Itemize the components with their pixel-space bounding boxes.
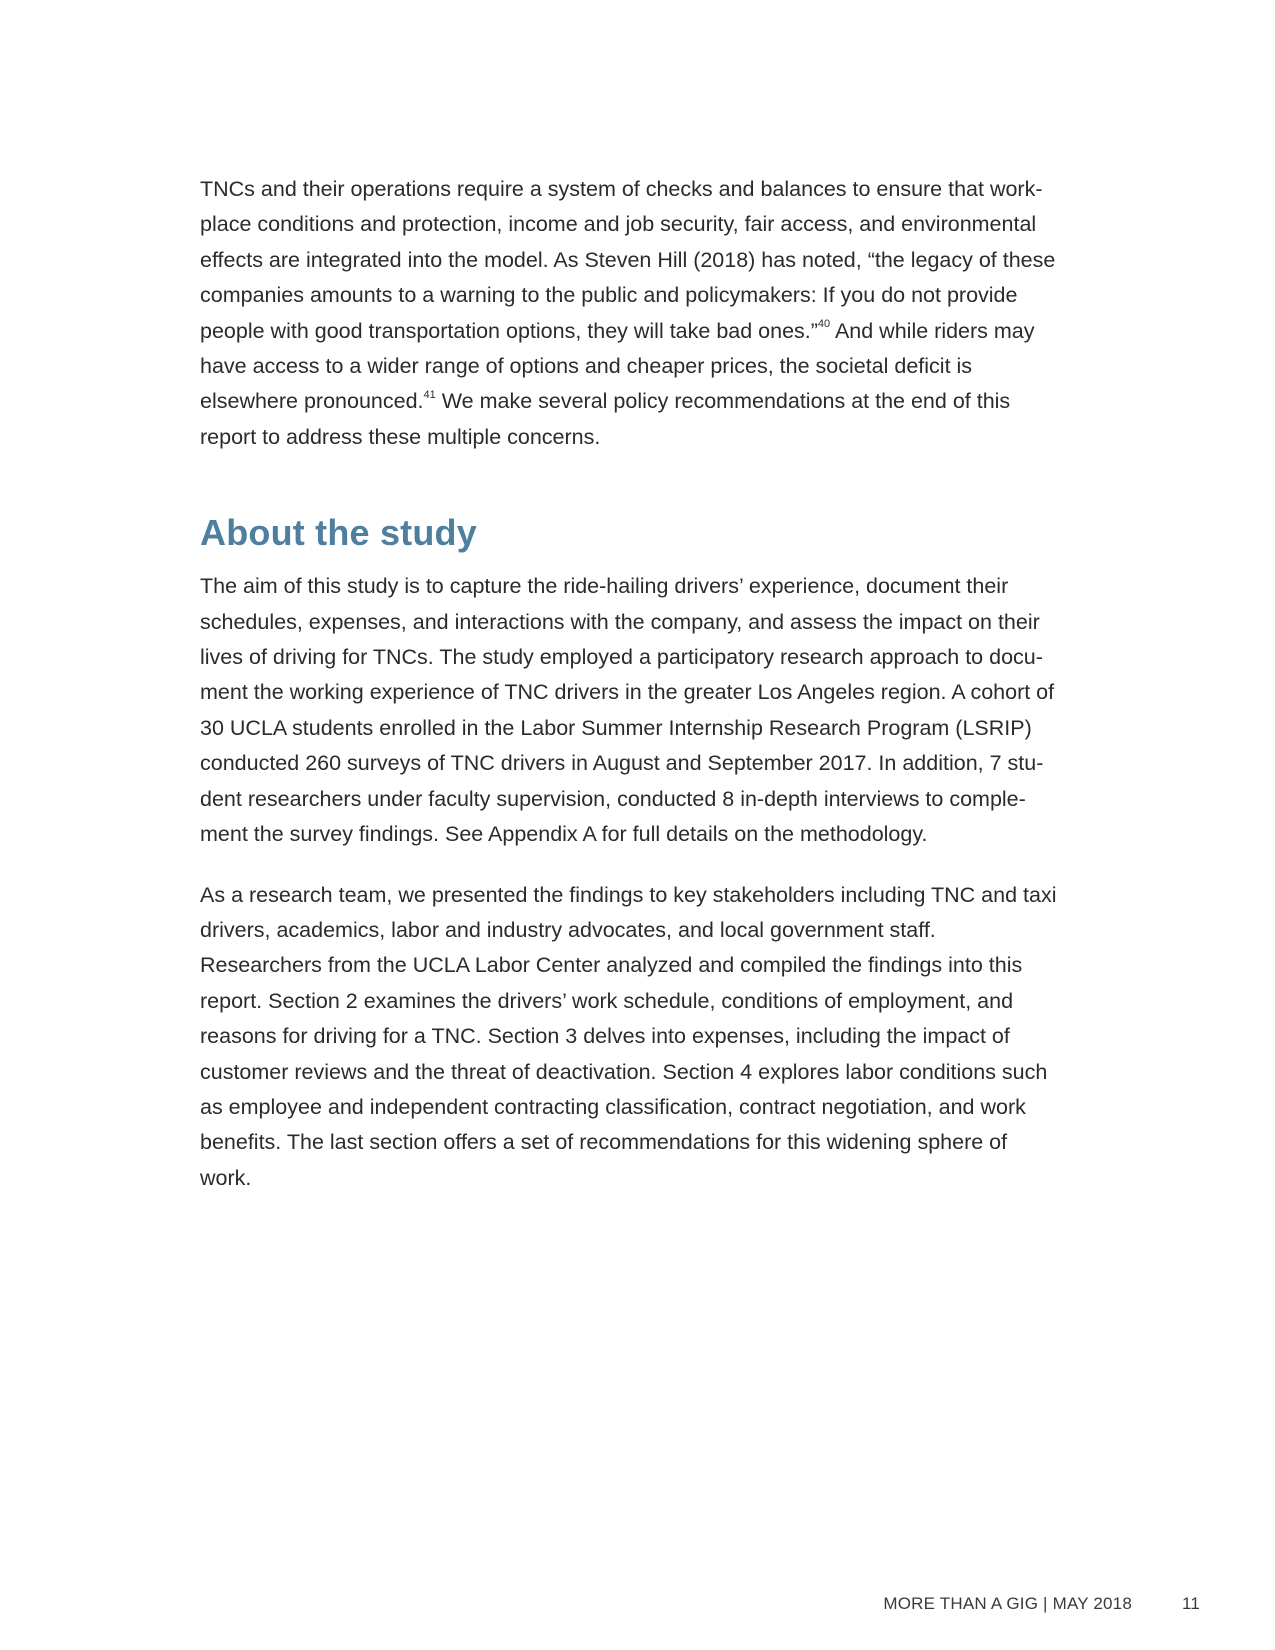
intro-text-part3: We make several policy recommendations at the end of this report to address these multiple concerns. <box>200 389 1011 449</box>
page-footer <box>0 1594 1275 1618</box>
intro-text-part1: TNCs and their operations require a system of checks and balances to ensure that workplace conditions and protection, income and job security, fair access, and environmental effects are integrated into the model. As Steven Hill (2018) has noted, “the legacy of these companies amounts to a warning to the public and policymakers: If you do not provide people with good transportation options, they will take bad ones.” <box>200 177 1056 343</box>
intro-paragraph <box>200 172 1060 455</box>
section-heading: About the study <box>200 512 477 554</box>
footnote-ref-41: 41 <box>423 389 436 402</box>
intro-text-part2: And while riders may have access to a wider range of options and cheaper prices, the societal deficit is elsewhere pronounced. <box>200 318 1035 414</box>
page-number: 11 <box>1181 1594 1200 1613</box>
footnote-ref-40: 40 <box>817 318 831 331</box>
research-team-paragraph: As a research team, we presented the findings to key stakeholders including TNC and taxi drivers, academics, labor and industry advocates, and local government staff. Researchers from the UCLA Labor Center analyzed and compiled the findings into this report. Section 2 examines the drivers’ work schedule, conditions of employment, and reasons for driving for a TNC. Section 3 delves into expenses, including the impact of customer reviews and the threat of deactivation. Section 4 explores labor conditions such as employee and independent contracting classification, contract negotiation, and work benefits. The last section offers a set of recommendations for this widening sphere of work. <box>200 882 1057 1190</box>
page-content <box>200 172 1060 1196</box>
footer-report-title: MORE THAN A GIG | MAY 2018 <box>883 1594 1132 1613</box>
study-aim-paragraph: The aim of this study is to capture the ride-hailing drivers’ experience, document their schedules, expenses, and interactions with the company, and assess the impact on their lives of driving for TNCs. The study employed a participatory research approach to document the working experience of TNC drivers in the greater Los Angeles region. A cohort of 30 UCLA students enrolled in the Labor Summer Internship Research Program (LSRIP) conducted 260 surveys of TNC drivers in August and September 2017. In addition, 7 student researchers under faculty supervision, conducted 8 in-depth interviews to complement the survey findings. See Appendix A for full details on the methodology. <box>200 574 1055 847</box>
